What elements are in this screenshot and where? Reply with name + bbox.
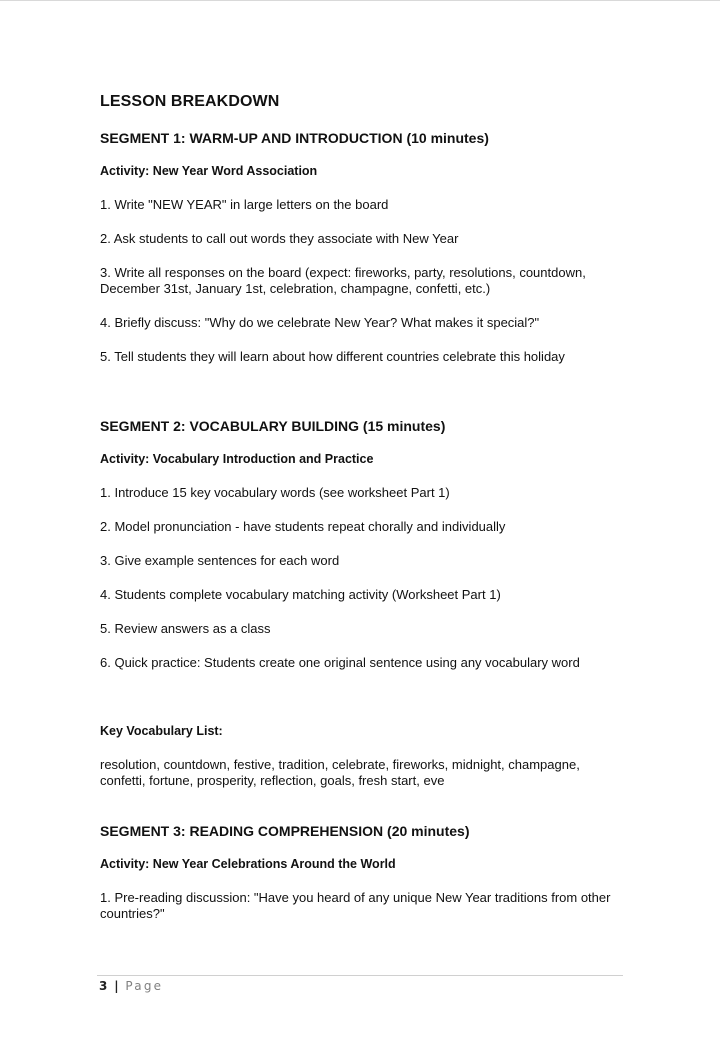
segment-3 xyxy=(100,822,625,922)
segment-1-step-4: 4. Briefly discuss: "Why do we celebrate New Year? What makes it special?" xyxy=(100,315,540,330)
vocabulary-section xyxy=(100,723,625,789)
segment-1 xyxy=(100,129,625,365)
segment-2-step-3: 3. Give example sentences for each word xyxy=(100,553,340,568)
segment-1-step-3: 3. Write all responses on the board (expect: fireworks, party, resolutions, countdown, December 31st, January 1st, celebration, champagne, confetti, etc.) xyxy=(100,265,586,296)
section-spacer xyxy=(100,689,625,723)
segment-2 xyxy=(100,417,625,671)
document-body xyxy=(100,92,625,940)
segment-3-activity: Activity: New Year Celebrations Around the World xyxy=(100,857,396,871)
segment-2-step-5: 5. Review answers as a class xyxy=(100,621,271,636)
page-title: LESSON BREAKDOWN xyxy=(100,93,280,110)
vocabulary-heading: Key Vocabulary List: xyxy=(100,724,223,738)
section-spacer xyxy=(100,789,625,822)
segment-1-step-2: 2. Ask students to call out words they associate with New Year xyxy=(100,231,459,246)
segment-3-step-1: 1. Pre-reading discussion: "Have you heard of any unique New Year traditions from other countries?" xyxy=(100,890,611,921)
segment-1-heading: SEGMENT 1: WARM-UP AND INTRODUCTION (10 minutes) xyxy=(100,130,489,146)
segment-2-step-2: 2. Model pronunciation - have students repeat chorally and individually xyxy=(100,519,506,534)
segment-2-step-1: 1. Introduce 15 key vocabulary words (see worksheet Part 1) xyxy=(100,485,450,500)
page-number: 3 xyxy=(99,979,108,993)
segment-2-heading: SEGMENT 2: VOCABULARY BUILDING (15 minutes) xyxy=(100,418,446,434)
page-top-border xyxy=(0,0,720,1)
page-label: Page xyxy=(125,979,164,993)
segment-1-activity: Activity: New Year Word Association xyxy=(100,164,318,178)
section-spacer xyxy=(100,383,625,417)
segment-1-step-1: 1. Write "NEW YEAR" in large letters on the board xyxy=(100,197,389,212)
segment-2-step-6: 6. Quick practice: Students create one original sentence using any vocabulary word xyxy=(100,655,580,670)
segment-2-step-4: 4. Students complete vocabulary matching activity (Worksheet Part 1) xyxy=(100,587,501,602)
segment-2-activity: Activity: Vocabulary Introduction and Practice xyxy=(100,452,374,466)
vocabulary-list: resolution, countdown, festive, tradition, celebrate, fireworks, midnight, champagne, confetti, fortune, prosperity, reflection, goals, fresh start, eve xyxy=(100,757,580,788)
footer-separator: | xyxy=(114,979,119,993)
footer-divider xyxy=(97,975,623,976)
segment-3-heading: SEGMENT 3: READING COMPREHENSION (20 minutes) xyxy=(100,823,470,839)
segment-1-step-5: 5. Tell students they will learn about how different countries celebrate this holiday xyxy=(100,349,565,364)
page-footer xyxy=(99,979,163,993)
